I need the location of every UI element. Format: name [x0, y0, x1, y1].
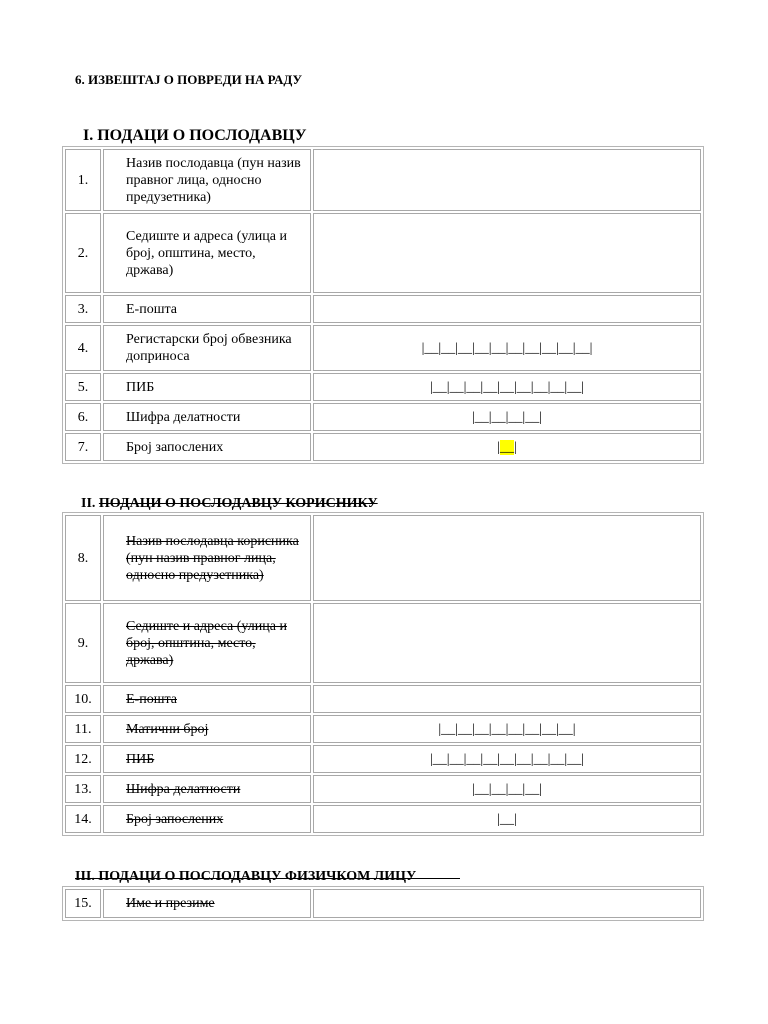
field-label: Број запослених	[103, 433, 311, 461]
employer-name-field[interactable]	[313, 149, 701, 211]
table-row	[65, 715, 701, 743]
field-label: Назив послодавца (пун назив правног лица, односно предузетника)	[103, 149, 311, 211]
row-number: 4.	[65, 325, 101, 371]
table-row	[65, 149, 701, 211]
section-2-title	[81, 496, 378, 512]
row-number: 3.	[65, 295, 101, 323]
user-employer-table	[62, 512, 704, 836]
row-number: 7.	[65, 433, 101, 461]
user-employer-email-field[interactable]	[313, 685, 701, 713]
row-number: 10.	[65, 685, 101, 713]
user-employer-name-field[interactable]	[313, 515, 701, 601]
table-row	[65, 403, 701, 431]
section-3-struck-title	[75, 869, 416, 884]
row-number: 9.	[65, 603, 101, 683]
user-pib-field[interactable]: |__|__|__|__|__|__|__|__|__|	[313, 745, 701, 773]
employer-email-field[interactable]	[313, 295, 701, 323]
employer-address-field[interactable]	[313, 213, 701, 293]
table-row	[65, 745, 701, 773]
table-row	[65, 805, 701, 833]
field-label: Седиште и адреса (улица и број, општина, место, држава)	[103, 603, 311, 683]
table-row	[65, 775, 701, 803]
registry-number-field[interactable]: |__|__|__|__|__|__|__|__|	[313, 715, 701, 743]
highlighted-value: __	[500, 439, 514, 455]
user-employer-address-field[interactable]	[313, 603, 701, 683]
table-row	[65, 603, 701, 683]
field-label: Регистарски број обвезника доприноса	[103, 325, 311, 371]
row-number: 2.	[65, 213, 101, 293]
row-number: 1.	[65, 149, 101, 211]
pib-field[interactable]: |__|__|__|__|__|__|__|__|__|	[313, 373, 701, 401]
employee-count-field[interactable]: |__|	[313, 433, 701, 461]
employer-data-table	[62, 146, 704, 464]
section-3-title-text: III. ПОДАЦИ О ПОСЛОДАВЦУ ФИЗИЧКОМ ЛИЦУ	[75, 869, 417, 884]
table-row	[65, 433, 701, 461]
section-3-title	[75, 869, 416, 885]
row-number: 6.	[65, 403, 101, 431]
section-1-title: I. ПОДАЦИ О ПОСЛОДАВЦУ	[83, 127, 307, 144]
table-row	[65, 295, 701, 323]
table-row	[65, 373, 701, 401]
table-row	[65, 325, 701, 371]
row-number: 14.	[65, 805, 101, 833]
row-number: 12.	[65, 745, 101, 773]
table-row	[65, 213, 701, 293]
row-number: 13.	[65, 775, 101, 803]
field-label: Шифра делатности	[103, 775, 311, 803]
section-2-struck-title: ПОДАЦИ О ПОСЛОДАВЦУ КОРИСНИКУ	[98, 496, 378, 511]
strike-line	[75, 878, 460, 879]
user-employee-count-field[interactable]: |__|	[313, 805, 701, 833]
field-label: Шифра делатности	[103, 403, 311, 431]
field-label: Е-пошта	[103, 295, 311, 323]
document-title: 6. ИЗВЕШТАЈ О ПОВРЕДИ НА РАДУ	[75, 72, 302, 87]
section-2-prefix: II.	[81, 496, 99, 511]
row-number: 11.	[65, 715, 101, 743]
activity-code-field[interactable]: |__|__|__|__|	[313, 403, 701, 431]
field-label: ПИБ	[103, 373, 311, 401]
row-number: 5.	[65, 373, 101, 401]
full-name-field[interactable]	[313, 889, 701, 918]
registration-number-field[interactable]: |__|__|__|__|__|__|__|__|__|__|	[313, 325, 701, 371]
field-label: Матични број	[103, 715, 311, 743]
field-label: Седиште и адреса (улица и број, општина, место, држава)	[103, 213, 311, 293]
field-label: Назив послодавца корисника (пун назив правног лица, односно предузетника)	[103, 515, 311, 601]
natural-person-table	[62, 886, 704, 921]
field-label: Број запослених	[103, 805, 311, 833]
user-activity-code-field[interactable]: |__|__|__|__|	[313, 775, 701, 803]
row-number: 15.	[65, 889, 101, 918]
table-row	[65, 515, 701, 601]
field-label: Е-пошта	[103, 685, 311, 713]
field-label: ПИБ	[103, 745, 311, 773]
table-row	[65, 685, 701, 713]
field-label: Име и презиме	[103, 889, 311, 918]
table-row	[65, 889, 701, 918]
row-number: 8.	[65, 515, 101, 601]
